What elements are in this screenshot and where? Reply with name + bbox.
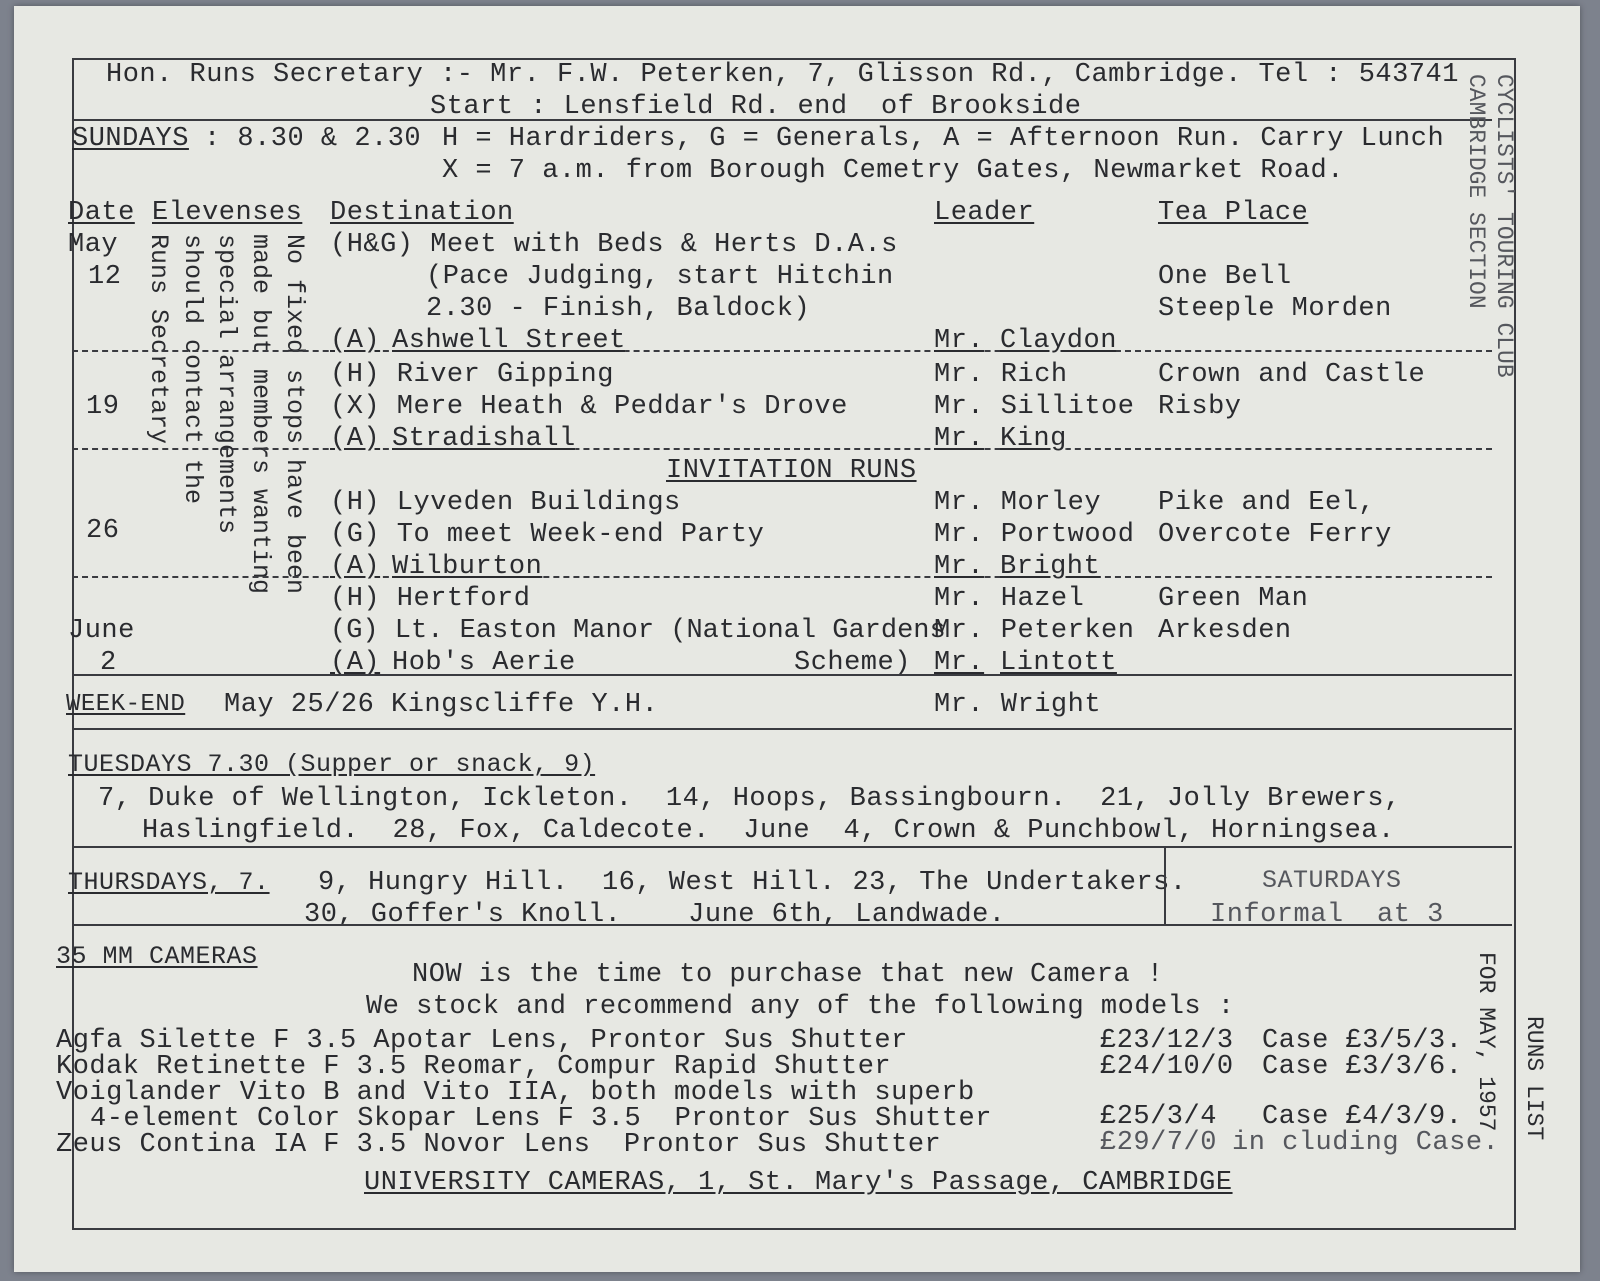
saturdays-label: SATURDAYS	[1262, 866, 1402, 895]
row-divider-1	[72, 350, 1492, 352]
column-elevenses: Elevenses	[152, 198, 303, 228]
run-11-destination: Hob's Aerie	[392, 648, 576, 678]
run-1-tea-2: Steeple Morden	[1158, 294, 1392, 324]
run-2-destination: Ashwell Street	[392, 326, 626, 356]
date-may: May	[68, 230, 119, 260]
run-1-destination: (H&G) Meet with Beds & Herts D.A.s	[330, 230, 898, 260]
tuesdays-line-2: Haslingfield. 28, Fox, Caldecote. June 4, Crown & Punchbowl, Horningsea.	[142, 816, 1395, 846]
column-leader: Leader	[934, 198, 1035, 228]
camera-item-4-name: 4-element Color Skopar Lens F 3.5 Prontor Sus Shutter	[90, 1104, 992, 1134]
camera-item-2-price: £24/10/0	[1100, 1052, 1234, 1082]
sundays-x-line: X = 7 a.m. from Borough Cemetry Gates, Newmarket Road.	[442, 156, 1344, 186]
thursdays-line-2: 30, Goffer's Knoll. June 6th, Landwade.	[304, 900, 1006, 930]
tuesdays-label: TUESDAYS 7.30 (Supper or snack, 9)	[68, 750, 596, 779]
date-2: 2	[100, 648, 117, 678]
camera-item-5-name: Zeus Contina IA F 3.5 Novor Lens Prontor Sus Shutter	[56, 1130, 942, 1160]
run-2-code: (A)	[330, 326, 381, 356]
sundays-section-bottom	[72, 674, 1512, 676]
column-destination: Destination	[330, 198, 514, 228]
date-12: 12	[88, 262, 122, 292]
weekend-details: May 25/26 Kingscliffe Y.H.	[224, 690, 659, 720]
sundays-times: : 8.30 & 2.30	[204, 124, 422, 154]
run-3-leader: Mr. Rich	[934, 360, 1068, 390]
run-1-tea: One Bell	[1158, 262, 1292, 292]
run-10-tea: Arkesden	[1158, 616, 1292, 646]
run-1-destination-cont-2: 2.30 - Finish, Baldock)	[426, 294, 811, 324]
run-4-destination: (X) Mere Heath & Peddar's Drove	[330, 392, 848, 422]
run-9-tea: Green Man	[1158, 584, 1309, 614]
run-2-leader-title: Mr.	[934, 326, 985, 356]
saturdays-divider	[1164, 848, 1166, 924]
weekend-leader: Mr. Wright	[934, 690, 1102, 720]
run-3-destination: (H) River Gipping	[330, 360, 614, 390]
run-2-leader: Claydon	[1000, 326, 1117, 356]
thursdays-line-1: 9, Hungry Hill. 16, West Hill. 23, The Undertakers.	[318, 868, 1187, 898]
section-name-vertical: CAMBRIDGE SECTION	[1463, 74, 1489, 309]
elevenses-note-line-1: No fixed stops have been	[280, 234, 309, 595]
run-3-tea: Crown and Castle	[1158, 360, 1426, 390]
month-vertical: FOR MAY, 1957	[1473, 952, 1499, 1132]
row-divider-2	[72, 448, 1492, 450]
tuesdays-line-1: 7, Duke of Wellington, Ickleton. 14, Hoops, Bassingbourn. 21, Jolly Brewers,	[98, 784, 1401, 814]
elevenses-note-line-2: made but members wanting	[246, 234, 275, 595]
run-5-code: (A)	[330, 424, 381, 454]
camera-item-1-name: Agfa Silette F 3.5 Apotar Lens, Prontor Sus Shutter	[56, 1026, 908, 1056]
camera-item-4-price: £25/3/4	[1100, 1102, 1217, 1132]
start-line: Start : Lensfield Rd. end of Brookside	[430, 92, 1082, 122]
run-8-leader-title: Mr.	[934, 552, 985, 582]
run-6-destination: (H) Lyveden Buildings	[330, 488, 681, 518]
weekend-bottom	[72, 728, 1512, 730]
secretary-line: Hon. Runs Secretary :- Mr. F.W. Peterken, 7, Glisson Rd., Cambridge. Tel : 543741	[106, 60, 1459, 90]
cameras-label: 35 MM CAMERAS	[56, 942, 258, 971]
header-divider	[72, 119, 1492, 121]
run-8-leader: Bright	[1000, 552, 1101, 582]
run-10-leader: Mr. Peterken	[934, 616, 1135, 646]
thursdays-bottom	[72, 924, 1512, 926]
run-5-destination: Stradishall	[392, 424, 576, 454]
camera-item-3-name: Voiglander Vito B and Vito IIA, both models with superb	[56, 1078, 975, 1108]
run-4-leader: Mr. Sillitoe	[934, 392, 1135, 422]
saturdays-details: Informal at 3	[1210, 900, 1444, 930]
run-11-scheme: Scheme)	[794, 648, 911, 678]
camera-item-4-case: Case £4/3/9.	[1262, 1102, 1463, 1132]
run-6-leader: Mr. Morley	[934, 488, 1102, 518]
run-8-destination: Wilburton	[392, 552, 543, 582]
elevenses-note-line-5: Runs Secretary	[144, 234, 173, 445]
camera-item-1-price: £23/12/3	[1100, 1026, 1234, 1056]
tuesdays-bottom	[72, 846, 1512, 848]
sundays-key-line: H = Hardriders, G = Generals, A = Afternoon Run. Carry Lunch	[442, 124, 1445, 154]
elevenses-note-line-4: should contact the	[178, 234, 207, 505]
run-11-leader: Lintott	[1000, 648, 1117, 678]
run-4-tea: Risby	[1158, 392, 1242, 422]
run-5-leader-title: Mr.	[934, 424, 985, 454]
weekend-label: WEEK-END	[66, 691, 186, 718]
elevenses-note-line-3: special arrangements	[212, 234, 241, 535]
row-divider-3	[72, 576, 1492, 578]
run-9-leader: Mr. Hazel	[934, 584, 1085, 614]
runs-list-vertical: RUNS LIST	[1521, 1016, 1547, 1141]
camera-item-5-case: in cluding Case.	[1232, 1128, 1500, 1158]
run-11-leader-title: Mr.	[934, 648, 985, 678]
run-8-code: (A)	[330, 552, 381, 582]
run-6-tea: Pike and Eel,	[1158, 488, 1376, 518]
runs-list-sheet	[14, 6, 1580, 1272]
date-26: 26	[86, 516, 120, 546]
run-9-destination: (H) Hertford	[330, 584, 531, 614]
column-tea-place: Tea Place	[1158, 198, 1309, 228]
club-name-vertical: CYCLISTS' TOURING CLUB	[1491, 74, 1517, 378]
run-7-tea: Overcote Ferry	[1158, 520, 1392, 550]
column-date: Date	[68, 198, 135, 228]
cameras-footer: UNIVERSITY CAMERAS, 1, St. Mary's Passage, CAMBRIDGE	[364, 1168, 1233, 1198]
cameras-subline: We stock and recommend any of the following models :	[366, 992, 1235, 1022]
run-1-destination-cont: (Pace Judging, start Hitchin	[426, 262, 894, 292]
date-june: June	[68, 616, 135, 646]
run-7-leader: Mr. Portwood	[934, 520, 1135, 550]
camera-item-5-price: £29/7/0	[1100, 1128, 1217, 1158]
run-7-destination: (G) To meet Week-end Party	[330, 520, 765, 550]
camera-item-2-case: Case £3/3/6.	[1262, 1052, 1463, 1082]
sundays-label: SUNDAYS	[72, 124, 189, 154]
invitation-runs-heading: INVITATION RUNS	[666, 456, 917, 486]
run-11-code: (A)	[330, 648, 381, 678]
date-19: 19	[86, 392, 120, 422]
camera-item-1-case: Case £3/5/3.	[1262, 1026, 1463, 1056]
thursdays-label: THURSDAYS, 7.	[68, 868, 270, 897]
run-5-leader: King	[1000, 424, 1067, 454]
cameras-headline: NOW is the time to purchase that new Camera !	[412, 960, 1164, 990]
camera-item-2-name: Kodak Retinette F 3.5 Reomar, Compur Rapid Shutter	[56, 1052, 892, 1082]
run-10-destination: (G) Lt. Easton Manor (National Gardens	[330, 616, 946, 646]
